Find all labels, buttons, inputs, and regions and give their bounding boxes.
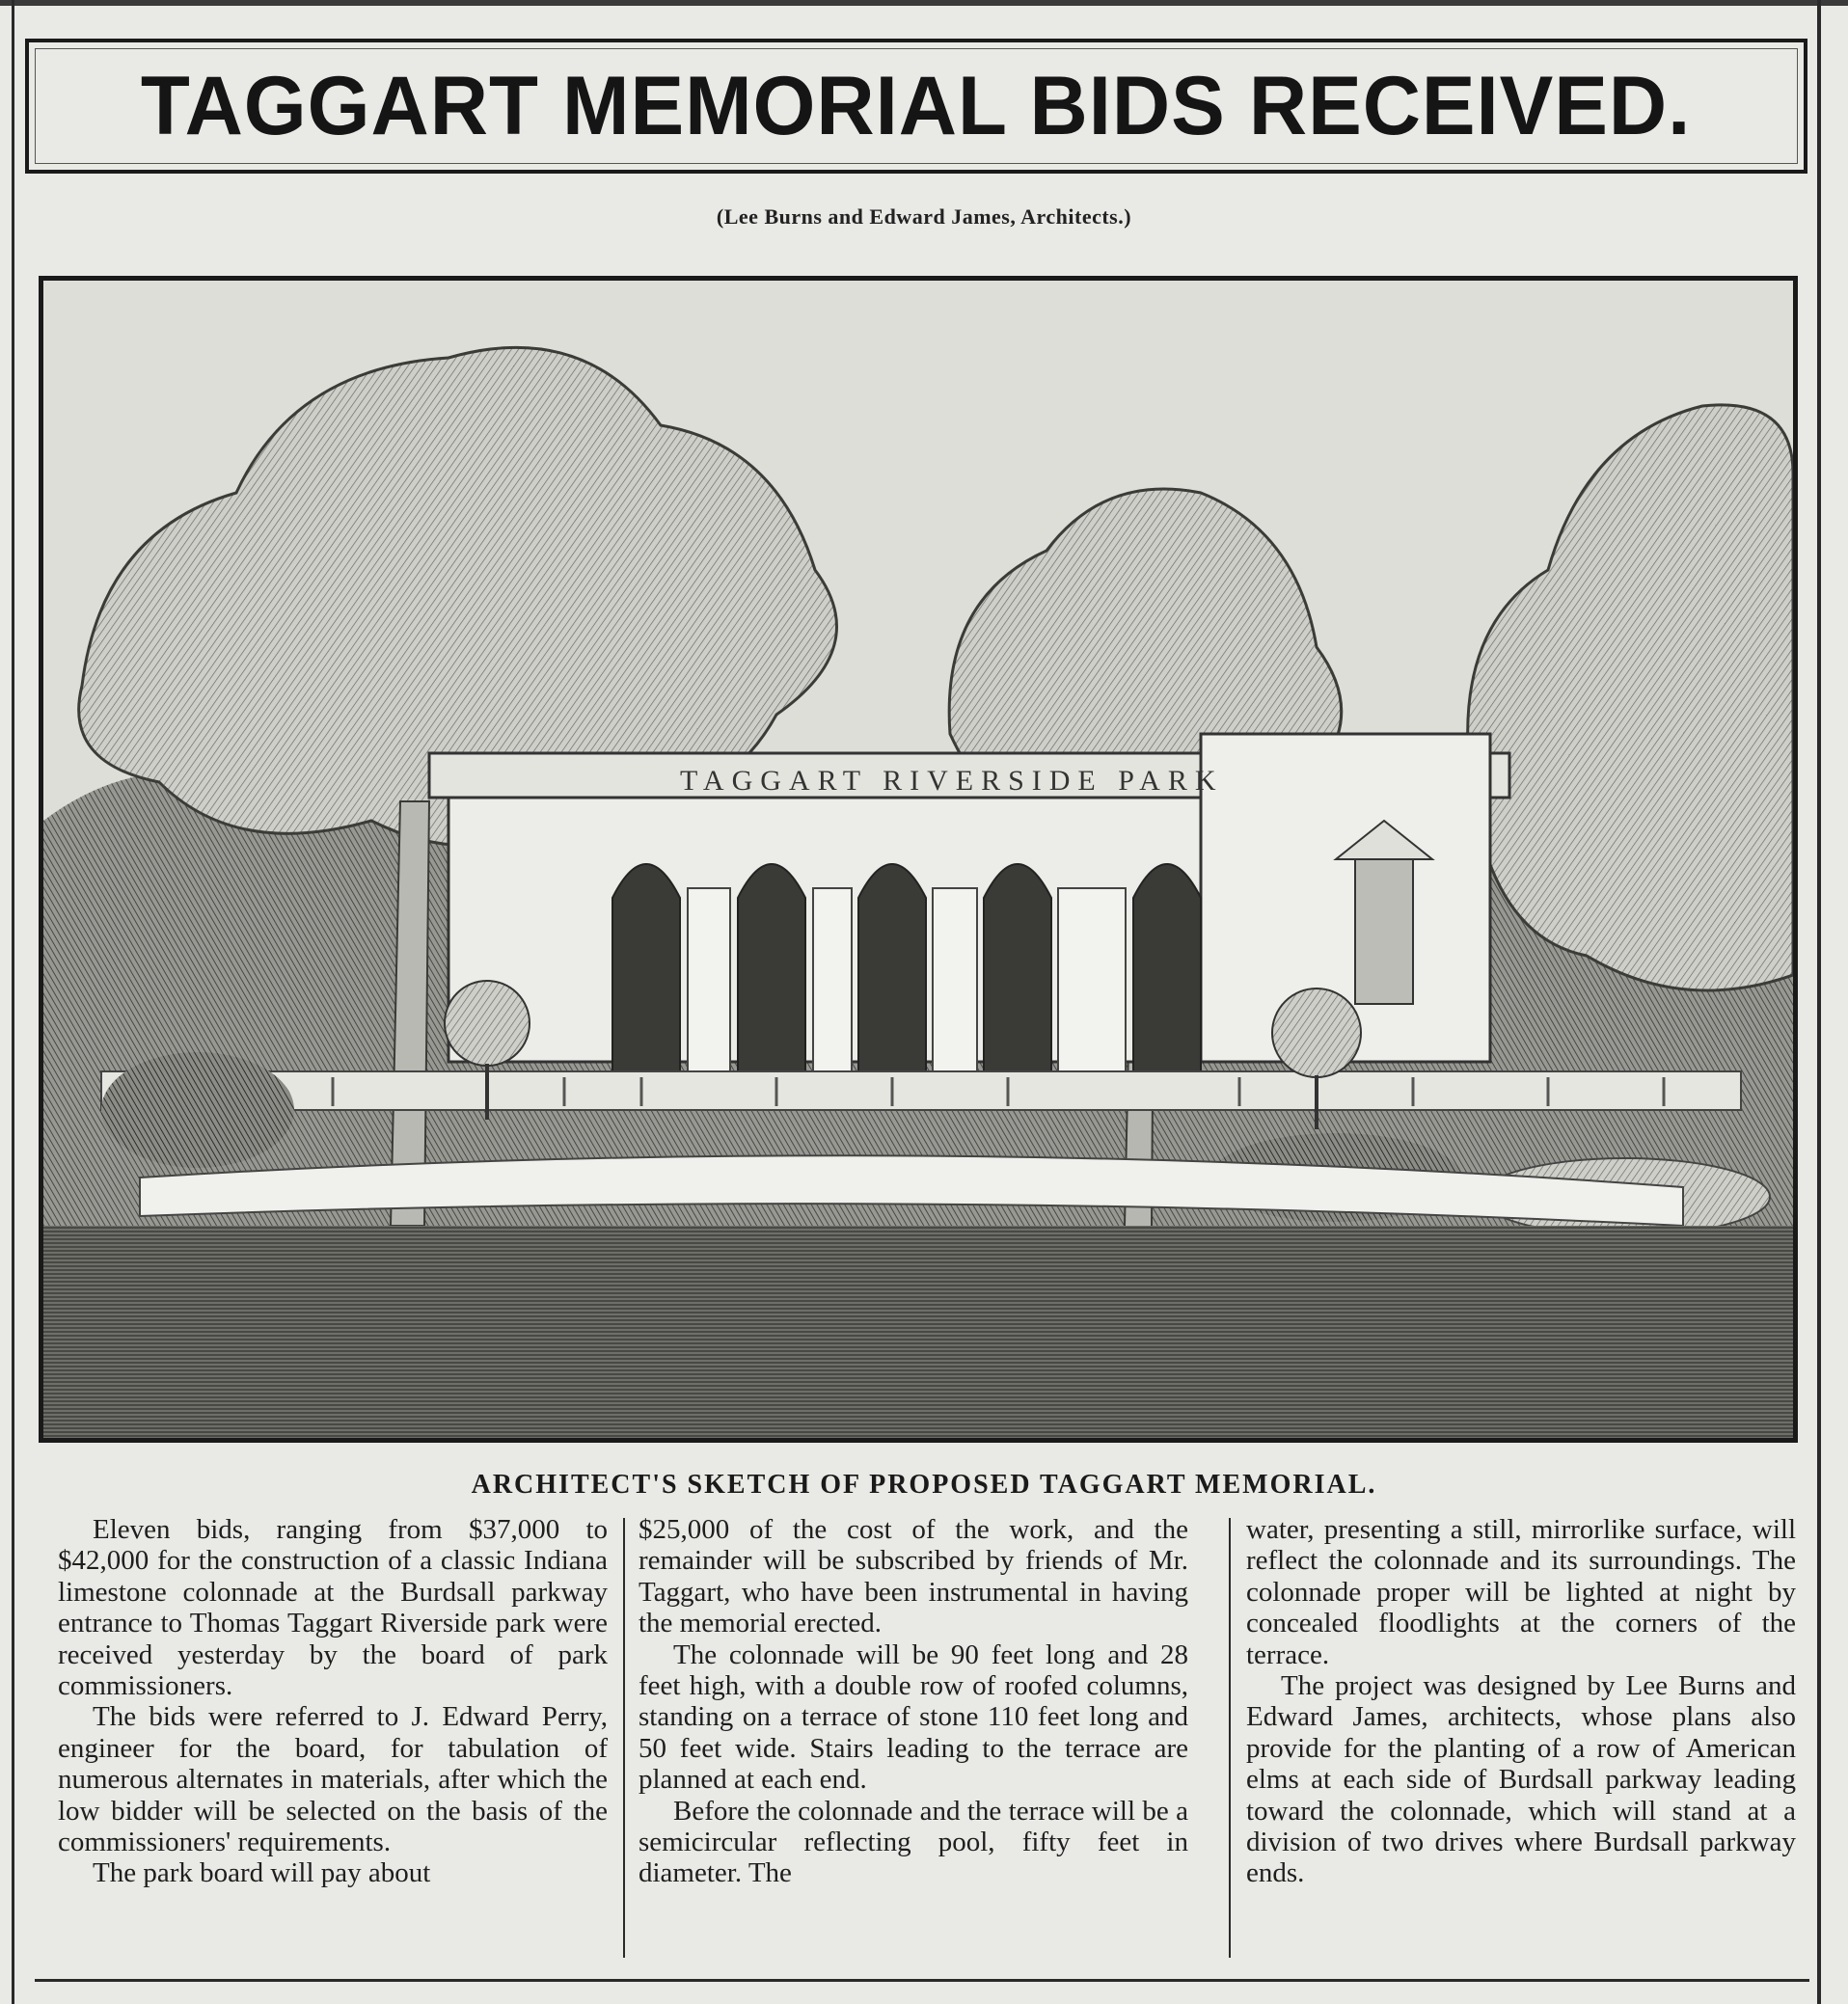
paragraph: The park board will pay about [93,1857,431,1889]
sketch-caption: ARCHITECT'S SKETCH OF PROPOSED TAGGART MEMORIAL. [471,1470,1377,1500]
paragraph: The project was designed by Lee Burns and Edward James, architects, whose plans also provide for the planting of a row of American elms at each side of Burdsall parkway leading toward the colonnade, which will stand at a division of two drives where Burdsall parkway ends. [1246,1670,1796,1889]
headline: TAGGART MEMORIAL BIDS RECEIVED. [141,59,1692,152]
paragraph: The colonnade will be 90 feet long and 28 feet high, with a double row of roofed columns, standing on a terrace of stone 110 feet long and 50 feet wide. Stairs leading to the terrace are planned at each end. [639,1638,1188,1796]
building-inscription: TAGGART RIVERSIDE PARK [680,765,1224,797]
paragraph: Eleven bids, ranging from $37,000 to $42,000 for the construction of a classic Indiana limestone colonnade at the Burdsall parkway entrance to Thomas Taggart Riverside park were received yesterday by the board of park commissioners. [58,1514,608,1702]
article-column-1 [58,1514,608,1889]
paragraph-continuation: $25,000 of the cost of the work, and the remainder will be subscribed by friends of Mr. Taggart, who have been instrumental in having the memorial erected. [639,1514,1188,1639]
headline-box [25,39,1807,174]
top-rule [0,0,1848,6]
architect-credit: (Lee Burns and Edward James, Architects.) [716,204,1132,229]
bottom-rule [35,1979,1809,1982]
article-column-3 [1246,1514,1796,1889]
article-column-2 [639,1514,1188,1889]
paragraph: Before the colonnade and the terrace will be a semicircular reflecting pool, fifty feet in diameter. The [639,1795,1188,1889]
column-divider [623,1518,625,1958]
left-column-rule [12,0,14,2004]
paragraph: The bids were referred to J. Edward Perry, engineer for the board, for tabulation of numerous alternates in materials, after which the low bidder will be selected on the basis of the commissioners' requirements. [58,1701,608,1858]
sketch-drawing [43,281,1793,1438]
column-divider [1229,1518,1231,1958]
architect-sketch-illustration [39,276,1798,1443]
right-column-rule [1817,0,1821,2004]
paragraph-continuation: water, presenting a still, mirrorlike surface, will reflect the colonnade and its surroundings. The colonnade proper will be lighted at night by concealed floodlights at the corners of the terrace. [1246,1514,1796,1670]
